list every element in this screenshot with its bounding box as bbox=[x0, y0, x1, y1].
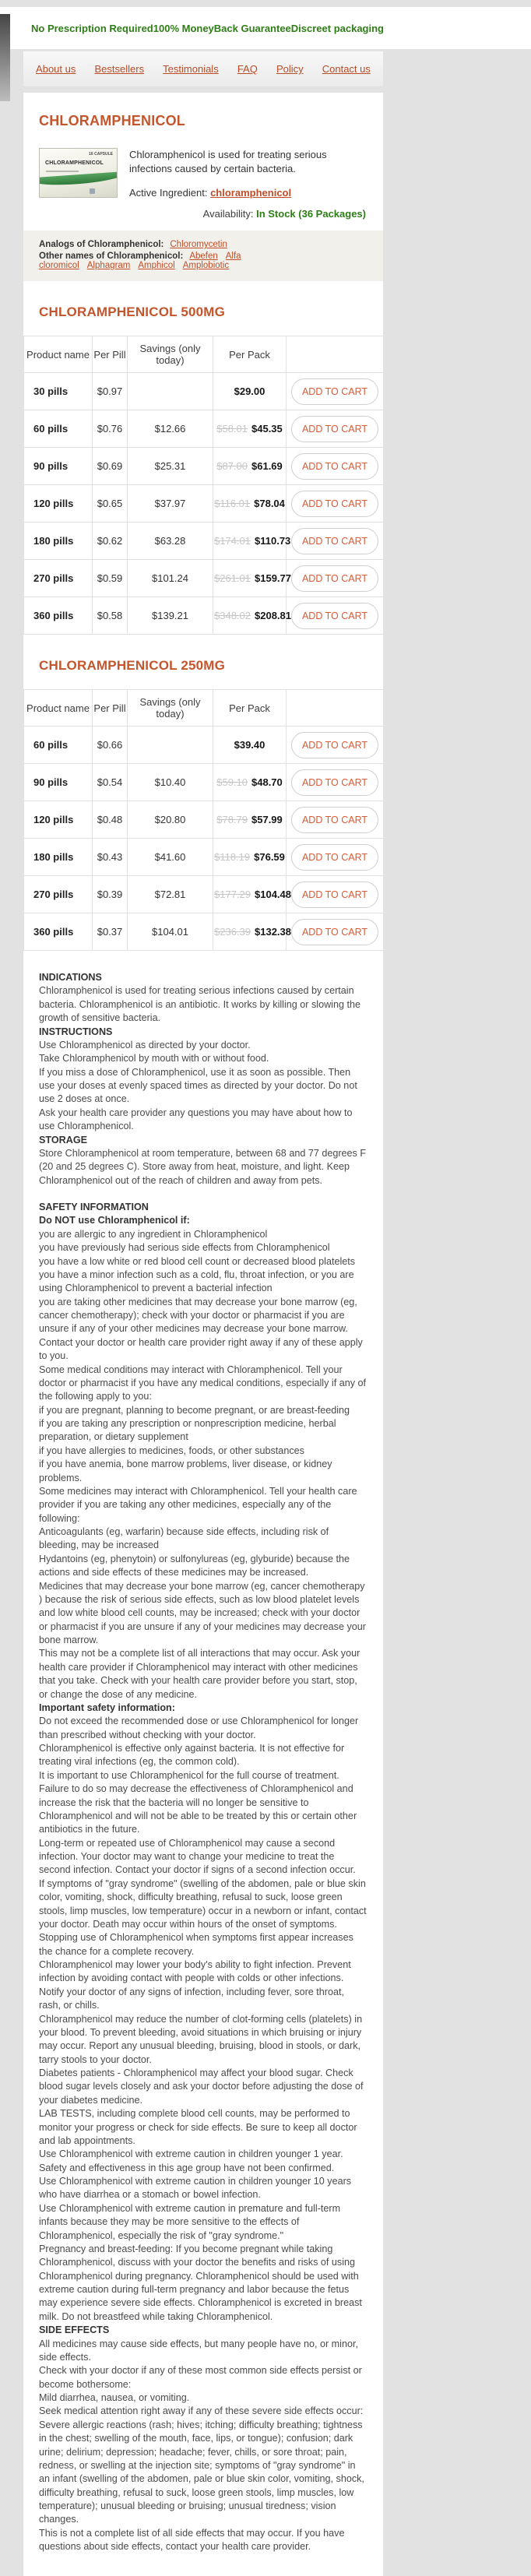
pack-size: 270 pills bbox=[24, 876, 93, 913]
col-per-pack: Per Pack bbox=[213, 690, 287, 727]
actions-cell bbox=[287, 448, 384, 485]
pack-price: $45.35 bbox=[251, 423, 283, 435]
table-header-row bbox=[24, 336, 384, 373]
actions-cell bbox=[287, 764, 384, 801]
pack-price: $39.40 bbox=[234, 739, 266, 751]
col-per-pack: Per Pack bbox=[213, 336, 287, 373]
old-price: $236.39 bbox=[214, 926, 251, 938]
per-pill-price: $0.69 bbox=[93, 448, 128, 485]
info-line: SAFETY INFORMATION bbox=[39, 1202, 149, 1213]
package-subtext-decor bbox=[46, 171, 79, 172]
add-to-cart-button[interactable]: ADD TO CART bbox=[291, 378, 378, 405]
other-name-link[interactable]: Amphicol bbox=[138, 261, 175, 271]
savings-value: $101.24 bbox=[128, 560, 213, 597]
per-pill-price: $0.76 bbox=[93, 410, 128, 448]
add-to-cart-button[interactable]: ADD TO CART bbox=[291, 769, 378, 796]
info-line: Chloramphenicol is effective only against bacteria. It is not effective for treating viral infections (eg, the common cold). bbox=[39, 1743, 345, 1768]
old-price: $58.01 bbox=[216, 423, 248, 435]
col-savings: Savings (only today) bbox=[128, 336, 213, 373]
add-to-cart-button[interactable]: ADD TO CART bbox=[291, 453, 378, 480]
benefit-text: No Prescription Required bbox=[31, 22, 153, 34]
actions-cell bbox=[287, 373, 384, 410]
info-line: This is not a complete list of all side effects that may occur. If you have questions about side effects, contact your health care provider. bbox=[39, 2527, 345, 2553]
old-price: $174.01 bbox=[214, 535, 251, 547]
per-pack-price bbox=[213, 523, 291, 560]
pack-price: $132.38 bbox=[255, 926, 291, 938]
savings-value: $25.31 bbox=[128, 448, 213, 485]
actions-cell bbox=[287, 597, 384, 635]
savings-value: $139.21 bbox=[128, 597, 213, 635]
old-price: $78.79 bbox=[216, 814, 248, 826]
info-line: Take Chloramphenicol by mouth with or without food. bbox=[39, 1053, 269, 1065]
info-line: It is important to use Chloramphenicol for the full course of treatment. Failure to do so may decrease the effectiveness of Chloramphenicol and increase the risk that the bacteria will no longer be sensitive to Chloramphenicol and will not be able to be treated by this or certain other antibiotics in the future. bbox=[39, 1769, 357, 1835]
actions-cell bbox=[287, 727, 384, 764]
add-to-cart-button[interactable]: ADD TO CART bbox=[291, 732, 378, 758]
per-pack-price bbox=[213, 597, 291, 635]
savings-value: $20.80 bbox=[128, 801, 213, 839]
info-line: If you miss a dose of Chloramphenicol, use it as soon as possible. Then use your doses at evenly spaced times as directed by your doctor. Do not use 2 doses at once. bbox=[39, 1066, 357, 1105]
info-line: Do NOT use Chloramphenicol if: bbox=[39, 1215, 190, 1226]
col-actions bbox=[287, 690, 384, 727]
old-price: $177.29 bbox=[214, 889, 251, 901]
nav-link[interactable]: FAQ bbox=[237, 63, 258, 75]
col-per-pill: Per Pill bbox=[93, 336, 128, 373]
window-edge-shadow bbox=[0, 14, 10, 101]
nav-link[interactable]: Contact us bbox=[322, 63, 371, 75]
actions-cell bbox=[287, 523, 384, 560]
pack-price: $104.48 bbox=[255, 889, 291, 901]
old-price: $116.01 bbox=[214, 498, 251, 510]
info-line: Some medical conditions may interact with Chloramphenicol. Tell your doctor or pharmacist if you have any medical conditions, especially if any of the following apply to you: bbox=[39, 1364, 367, 1402]
availability-line bbox=[40, 208, 366, 220]
pack-size: 270 pills bbox=[24, 560, 93, 597]
drug-information bbox=[39, 971, 367, 2554]
package-wave-decor bbox=[39, 171, 118, 188]
info-line: Use Chloramphenicol with extreme caution in premature and full-term infants because they may be more sensitive to the effects of Chloramphenicol, especially the risk of "gray syndrome." bbox=[39, 2202, 341, 2241]
product-image bbox=[39, 148, 118, 198]
per-pack-price bbox=[213, 876, 291, 913]
savings-value: $72.81 bbox=[128, 876, 213, 913]
per-pack-price bbox=[213, 448, 287, 485]
per-pill-price: $0.58 bbox=[93, 597, 128, 635]
nav-link[interactable]: Testimonials bbox=[163, 63, 219, 75]
nav-link[interactable]: About us bbox=[36, 63, 76, 75]
pack-size: 90 pills bbox=[24, 448, 93, 485]
info-line: Use Chloramphenicol with extreme caution in children younger 1 year. Safety and effectiveness in this age group have not been confirmed. bbox=[39, 2148, 343, 2173]
info-line: Store Chloramphenicol at room temperature, between 68 and 77 degrees F (20 and 25 degrees C). Store away from heat, moisture, and light. Keep Chloramphenicol out of the reach of children and away from pets. bbox=[39, 1147, 367, 1186]
availability-status: In Stock (36 Packages) bbox=[256, 208, 366, 220]
add-to-cart-button[interactable]: ADD TO CART bbox=[291, 603, 378, 629]
nav-link[interactable]: Policy bbox=[276, 63, 304, 75]
old-price: $87.00 bbox=[216, 460, 248, 473]
per-pack-price bbox=[213, 764, 287, 801]
table-header-row bbox=[24, 690, 384, 727]
package-logo-decor bbox=[90, 188, 95, 194]
pack-size: 180 pills bbox=[24, 523, 93, 560]
package-capsule-count: 16 CAPSULE bbox=[89, 152, 113, 157]
benefit-text: 100% MoneyBack Guarantee bbox=[153, 22, 291, 34]
info-line: INSTRUCTIONS bbox=[39, 1026, 113, 1037]
other-name-link[interactable]: Alphagram bbox=[86, 261, 131, 271]
other-name-link[interactable]: Alfa cloromicol bbox=[39, 252, 241, 271]
nav-link[interactable]: Bestsellers bbox=[94, 63, 145, 75]
info-line: if you have anemia, bone marrow problems, liver disease, or kidney problems. bbox=[39, 1459, 332, 1483]
actions-cell bbox=[287, 485, 384, 523]
main-nav bbox=[23, 51, 383, 86]
per-pill-price: $0.62 bbox=[93, 523, 128, 560]
per-pack-price bbox=[213, 485, 287, 523]
pack-price: $76.59 bbox=[254, 851, 285, 864]
col-per-pill: Per Pill bbox=[93, 690, 128, 727]
price-row bbox=[24, 597, 384, 635]
savings-value: $104.01 bbox=[128, 913, 213, 951]
add-to-cart-button[interactable]: ADD TO CART bbox=[291, 919, 378, 945]
pack-size: 360 pills bbox=[24, 597, 93, 635]
info-line: Seek medical attention right away if any of these severe side effects occur: bbox=[39, 2405, 364, 2417]
add-to-cart-button[interactable]: ADD TO CART bbox=[291, 491, 378, 517]
info-line: you are allergic to any ingredient in Chloramphenicol bbox=[39, 1228, 268, 1240]
per-pill-price: $0.48 bbox=[93, 801, 128, 839]
info-line: Chloramphenicol is used for treating serious infections caused by certain bacteria. Chloramphenicol is an antibiotic. It works by killing or slowing the growth of sensitive bacteria. bbox=[39, 985, 360, 1024]
pack-price: $159.77 bbox=[255, 572, 291, 585]
info-line: you are taking other medicines that may decrease your bone marrow (eg, cancer chemotherapy); check with your doctor or pharmacist if you are unsure if any of your other medicines may decrease your bone marrow. bbox=[39, 1296, 357, 1335]
benefits-bar bbox=[0, 7, 531, 49]
add-to-cart-button[interactable]: ADD TO CART bbox=[291, 565, 378, 592]
info-line: Chloramphenicol may lower your body's ability to fight infection. Prevent infection by avoiding contact with people with colds or other infections. Notify your doctor of any signs of infection, including fever, sore throat, rash, or chills. bbox=[39, 1959, 351, 2011]
other-name-link[interactable]: Abefen bbox=[189, 252, 218, 262]
info-line: All medicines may cause side effects, but many people have no, or minor, side effects. bbox=[39, 2338, 358, 2363]
main-column bbox=[23, 51, 383, 2576]
pack-size: 60 pills bbox=[24, 727, 93, 764]
active-ingredient-line bbox=[129, 187, 367, 199]
savings-value: $37.97 bbox=[128, 485, 213, 523]
per-pill-price: $0.54 bbox=[93, 764, 128, 801]
pack-price: $110.73 bbox=[255, 535, 291, 547]
old-price: $118.19 bbox=[214, 851, 251, 864]
price-row bbox=[24, 727, 384, 764]
price-row bbox=[24, 839, 384, 876]
actions-cell bbox=[287, 876, 384, 913]
info-line: Use Chloramphenicol as directed by your doctor. bbox=[39, 1039, 251, 1050]
pack-size: 60 pills bbox=[24, 410, 93, 448]
pack-price: $208.81 bbox=[255, 610, 291, 622]
price-row bbox=[24, 801, 384, 839]
other-names-label: Other names of Chloramphenicol: bbox=[39, 252, 184, 262]
price-row bbox=[24, 485, 384, 523]
section-title-500mg: CHLORAMPHENICOL 500MG bbox=[39, 304, 226, 320]
info-line: Mild diarrhea, nausea, or vomiting. bbox=[39, 2392, 190, 2404]
pack-price: $78.04 bbox=[254, 498, 285, 510]
price-row bbox=[24, 523, 384, 560]
col-actions bbox=[287, 336, 384, 373]
info-line: SIDE EFFECTS bbox=[39, 2324, 110, 2336]
per-pack-price bbox=[213, 801, 287, 839]
product-description: Chloramphenicol is used for treating serious infections caused by certain bacteria. bbox=[129, 149, 327, 174]
col-savings: Savings (only today) bbox=[128, 690, 213, 727]
per-pack-price bbox=[213, 373, 287, 410]
info-line: Important safety information: bbox=[39, 1701, 175, 1713]
per-pack-price bbox=[213, 560, 291, 597]
actions-cell bbox=[287, 801, 384, 839]
info-line: Use Chloramphenicol with extreme caution in children younger 10 years who have diarrhea or a stomach or bowel infection. bbox=[39, 2176, 352, 2201]
info-line: Medicines that may decrease your bone marrow (eg, cancer chemotherapy ) because the risk of serious side effects, such as low blood platelet levels and low white blood cell counts, may be increased; check with your doctor or pharmacist if you are unsure if any of your medicines may decrease your bone marrow. bbox=[39, 1580, 366, 1646]
price-row bbox=[24, 764, 384, 801]
info-line: Chloramphenicol may reduce the number of clot-forming cells (platelets) in your blood. To prevent bleeding, avoid situations in which bruising or injury may occur. Report any unusual bleeding, bruising, blood in stools, or dark, tarry stools to your doctor. bbox=[39, 2013, 363, 2065]
pack-price: $57.99 bbox=[251, 814, 283, 826]
actions-cell bbox=[287, 913, 384, 951]
per-pack-price bbox=[213, 410, 287, 448]
actions-cell bbox=[287, 839, 384, 876]
price-row bbox=[24, 410, 384, 448]
pack-price: $29.00 bbox=[234, 385, 266, 398]
per-pack-price bbox=[213, 727, 287, 764]
analogs-links bbox=[170, 240, 235, 249]
per-pill-price: $0.97 bbox=[93, 373, 128, 410]
add-to-cart-button[interactable]: ADD TO CART bbox=[291, 882, 378, 908]
section-title-250mg: CHLORAMPHENICOL 250MG bbox=[39, 658, 226, 674]
info-line: Anticoagulants (eg, warfarin) because side effects, including risk of bleeding, may be increased bbox=[39, 1526, 329, 1551]
page-title: CHLORAMPHENICOL bbox=[39, 113, 185, 128]
per-pack-price bbox=[213, 913, 291, 951]
pack-size: 120 pills bbox=[24, 485, 93, 523]
package-name: CHLORAMPHENICOL bbox=[45, 160, 104, 166]
analogs-line bbox=[39, 240, 367, 249]
per-pill-price: $0.65 bbox=[93, 485, 128, 523]
other-names-line bbox=[39, 252, 367, 270]
info-line: Long-term or repeated use of Chloramphenicol may cause a second infection. Your doctor may want to change your medicine to treat the second infection. Contact your doctor if signs of a second infection occur. bbox=[39, 1837, 356, 1876]
info-line: Some medicines may interact with Chloramphenicol. Tell your health care provider if you are taking any other medicines, especially any of the following: bbox=[39, 1485, 357, 1524]
add-to-cart-button[interactable]: ADD TO CART bbox=[291, 416, 378, 442]
info-line: INDICATIONS bbox=[39, 972, 102, 984]
info-line: if you have allergies to medicines, foods, or other substances bbox=[39, 1445, 304, 1456]
info-line: Ask your health care provider any questions you may have about how to use Chloramphenicol. bbox=[39, 1107, 353, 1132]
pack-size: 360 pills bbox=[24, 913, 93, 951]
savings-value: $12.66 bbox=[128, 410, 213, 448]
info-line: you have previously had serious side effects from Chloramphenicol bbox=[39, 1242, 330, 1254]
per-pill-price: $0.39 bbox=[93, 876, 128, 913]
add-to-cart-button[interactable]: ADD TO CART bbox=[291, 528, 378, 554]
info-line: LAB TESTS, including complete blood cell counts, may be performed to monitor your progress or check for side effects. Be sure to keep all doctor and lab appointments. bbox=[39, 2108, 357, 2146]
pack-size: 120 pills bbox=[24, 801, 93, 839]
per-pill-price: $0.37 bbox=[93, 913, 128, 951]
info-line: Diabetes patients - Chloramphenicol may affect your blood sugar. Check blood sugar levels closely and ask your doctor before adjusting the dose of your diabetes medicine. bbox=[39, 2067, 364, 2106]
savings-value: $41.60 bbox=[128, 839, 213, 876]
savings-value: $63.28 bbox=[128, 523, 213, 560]
price-row bbox=[24, 373, 384, 410]
analogs-label: Analogs of Chloramphenicol: bbox=[39, 240, 164, 250]
content-card bbox=[23, 93, 383, 2576]
add-to-cart-button[interactable]: ADD TO CART bbox=[291, 844, 378, 871]
info-line: if you are pregnant, planning to become pregnant, or are breast-feeding bbox=[39, 1404, 350, 1416]
info-line: Contact your doctor or health care provider right away if any of these apply to you. bbox=[39, 1336, 363, 1362]
info-line: Severe allergic reactions (rash; hives; itching; difficulty breathing; tightness in the chest; swelling of the mouth, face, lips, or tongue); confusion; dark urine; delirium; depression; headache; fever, chills, or sore throat; pain, redness, or swelling at the injection site; symptoms of "gray syndrome" in an infant (swelling of the abdomen, pale or blue skin color, vomiting, shock, difficulty breathing, refusal to suck, loose green stools, limp muscles, low temperature); unusual bleeding or bruising; unusual tiredness; vision changes. bbox=[39, 2419, 364, 2525]
price-row bbox=[24, 560, 384, 597]
per-pill-price: $0.66 bbox=[93, 727, 128, 764]
col-product-name: Product name bbox=[24, 690, 93, 727]
active-ingredient-label: Active Ingredient: bbox=[129, 187, 208, 199]
old-price: $261.01 bbox=[214, 572, 251, 585]
price-table-250mg bbox=[23, 689, 384, 951]
savings-value bbox=[128, 373, 213, 410]
info-line: if you are taking any prescription or nonprescription medicine, herbal preparation, or dietary supplement bbox=[39, 1418, 336, 1443]
info-line: Hydantoins (eg, phenytoin) or sulfonylureas (eg, glyburide) because the actions and side effects of these medicines may be increased. bbox=[39, 1553, 350, 1578]
info-line: you have a low white or red blood cell count or decreased blood platelets bbox=[39, 1255, 356, 1267]
info-line: you have a minor infection such as a cold, flu, throat infection, or you are using Chloramphenicol to prevent a bacterial infection bbox=[39, 1269, 354, 1294]
pack-size: 180 pills bbox=[24, 839, 93, 876]
add-to-cart-button[interactable]: ADD TO CART bbox=[291, 807, 378, 833]
per-pill-price: $0.43 bbox=[93, 839, 128, 876]
price-table-500mg bbox=[23, 336, 384, 635]
actions-cell bbox=[287, 560, 384, 597]
pack-price: $48.70 bbox=[251, 776, 283, 789]
active-ingredient-link[interactable]: chloramphenicol bbox=[210, 187, 292, 199]
benefits-list bbox=[31, 22, 384, 34]
old-price: $348.02 bbox=[214, 610, 251, 622]
per-pill-price: $0.59 bbox=[93, 560, 128, 597]
info-line: Do not exceed the recommended dose or use Chloramphenicol for longer than prescribed without checking with your doctor. bbox=[39, 1716, 359, 1740]
product-info bbox=[118, 148, 367, 199]
analogs-band bbox=[23, 231, 383, 281]
price-row bbox=[24, 876, 384, 913]
savings-value bbox=[128, 727, 213, 764]
benefit-text: Discreet packaging bbox=[290, 22, 384, 34]
per-pack-price bbox=[213, 839, 287, 876]
col-product-name: Product name bbox=[24, 336, 93, 373]
savings-value: $10.40 bbox=[128, 764, 213, 801]
price-row bbox=[24, 913, 384, 951]
old-price: $59.10 bbox=[216, 776, 248, 789]
pack-price: $61.69 bbox=[251, 460, 283, 473]
other-name-link[interactable]: Amplobiotic bbox=[182, 261, 230, 271]
pack-size: 30 pills bbox=[24, 373, 93, 410]
info-line: Check with your doctor if any of these most common side effects persist or become bothersome: bbox=[39, 2365, 362, 2390]
price-row bbox=[24, 448, 384, 485]
product-summary bbox=[39, 148, 367, 199]
info-line: This may not be a complete list of all interactions that may occur. Ask your health care provider if Chloramphenicol may interact with other medicines that you take. Check with your health care provider before you start, stop, or change the dose of any medicine. bbox=[39, 1648, 360, 1700]
info-line: Pregnancy and breast-feeding: If you become pregnant while taking Chloramphenicol, discuss with your doctor the benefits and risks of using Chloramphenicol during pregnancy. Chloramphenicol should be used with extreme caution during full-term pregnancy and labor because the fetus may experience severe side effects. Chloramphenicol is excreted in breast milk. Do not breastfeed while taking Chloramphenicol. bbox=[39, 2243, 362, 2322]
actions-cell bbox=[287, 410, 384, 448]
info-line: If symptoms of "gray syndrome" (swelling of the abdomen, pale or blue skin color, vomiting, shock, difficulty breathing, refusal to suck, loose green stools, limp muscles, low temperature) occur in a newborn or infant, contact your doctor. Death may occur within hours of the onset of symptoms. Stopping use of Chloramphenicol when symptoms first appear increases the chance for a complete recovery. bbox=[39, 1877, 367, 1957]
availability-label: Availability: bbox=[202, 208, 254, 220]
info-line: STORAGE bbox=[39, 1134, 88, 1145]
pack-size: 90 pills bbox=[24, 764, 93, 801]
analog-link[interactable]: Chloromycetin bbox=[170, 240, 227, 250]
